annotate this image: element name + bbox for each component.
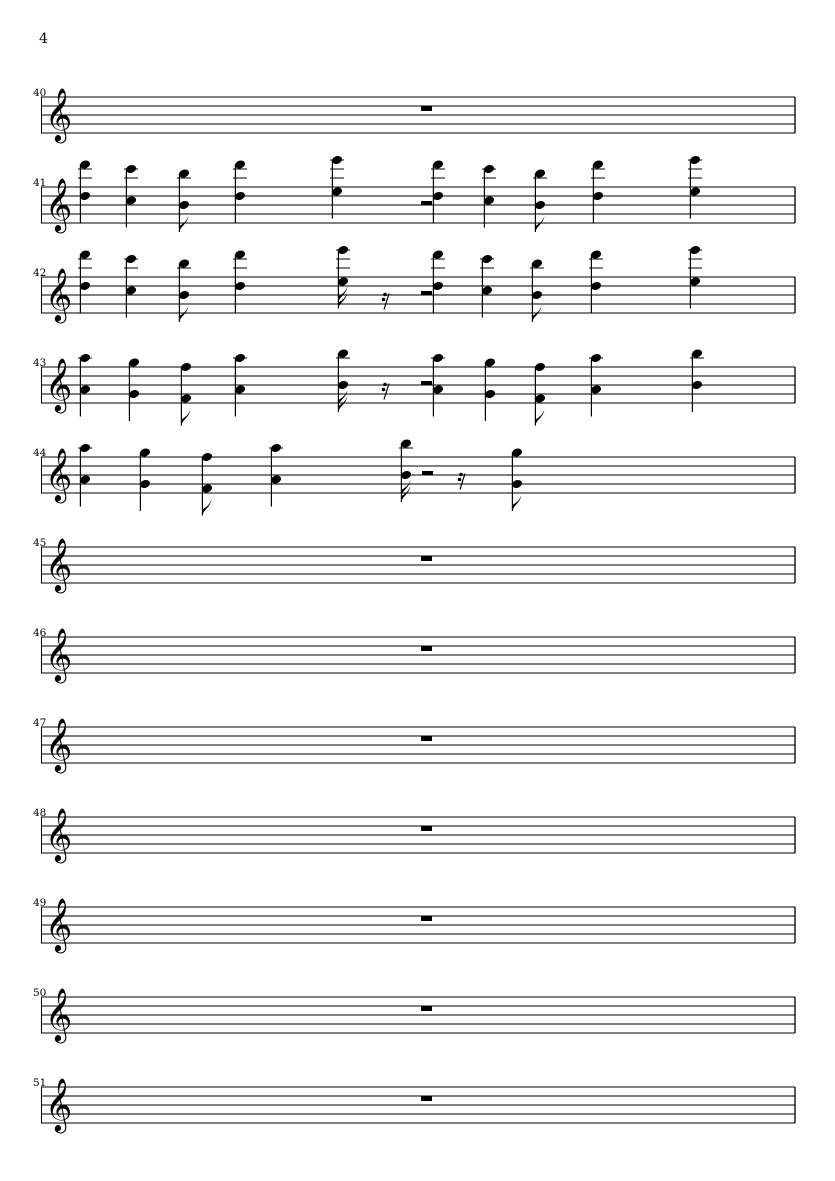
- note-chord: [78, 159, 92, 223]
- rest-dot: [383, 293, 387, 297]
- note-chord: [399, 438, 413, 502]
- whole-rest: [421, 737, 432, 742]
- rest-dot: [382, 298, 386, 302]
- treble-clef-icon: 𝄞: [45, 87, 73, 141]
- whole-rest: [421, 827, 432, 832]
- treble-clef-icon: 𝄞: [45, 987, 73, 1041]
- flag: [535, 410, 544, 426]
- staff-system: [33, 155, 795, 233]
- treble-clef-icon: 𝄞: [45, 897, 73, 951]
- whole-rest: [421, 917, 432, 922]
- staff-system: [33, 807, 795, 863]
- treble-clef-icon: 𝄞: [45, 537, 73, 591]
- staff-system: [33, 1077, 795, 1133]
- note-chord: [431, 159, 445, 223]
- note-chord: [589, 249, 603, 313]
- flag: [532, 306, 541, 322]
- staff-system: [33, 245, 795, 323]
- staff-system: [33, 717, 795, 773]
- treble-clef-icon: 𝄞: [45, 627, 73, 681]
- measure-number: 43: [33, 357, 47, 369]
- treble-clef-icon: 𝄞: [45, 717, 73, 771]
- treble-clef-icon: 𝄞: [45, 807, 73, 861]
- measure-number: 50: [33, 987, 47, 999]
- note-chord: [533, 168, 547, 232]
- staff-system: [33, 987, 795, 1043]
- note-chord: [177, 258, 191, 322]
- whole-rest: [421, 647, 432, 652]
- staff-system: [33, 438, 795, 515]
- treble-clef-icon: 𝄞: [45, 1077, 73, 1131]
- note-chord: [177, 168, 191, 232]
- note-chord: [431, 249, 445, 313]
- rest-dot: [383, 383, 387, 387]
- note-chord: [336, 348, 350, 412]
- measure-number: 49: [33, 897, 47, 909]
- whole-rest: [421, 107, 432, 112]
- staff-system: [33, 87, 795, 143]
- staff-system: [33, 537, 795, 593]
- note-chord: [78, 249, 92, 313]
- measure-number: 48: [33, 807, 47, 819]
- flag: [179, 306, 188, 322]
- rest-dot: [458, 478, 462, 482]
- treble-clef-icon: 𝄞: [45, 357, 73, 411]
- flag: [179, 216, 188, 232]
- measure-number: 44: [33, 447, 47, 459]
- whole-rest: [421, 557, 432, 562]
- flag: [202, 500, 211, 516]
- treble-clef-icon: 𝄞: [45, 177, 73, 231]
- half-rest: [422, 471, 433, 476]
- note-chord: [690, 348, 704, 412]
- staff-system: [33, 348, 795, 425]
- note-chord: [591, 159, 605, 223]
- half-rest: [421, 291, 432, 296]
- flag: [535, 216, 544, 232]
- measure-number: 40: [33, 87, 47, 99]
- treble-clef-icon: 𝄞: [45, 267, 73, 321]
- note-chord: [233, 159, 247, 223]
- page-number: 4: [39, 31, 48, 47]
- note-chord: [233, 249, 247, 313]
- measure-number: 42: [33, 267, 47, 279]
- note-chord: [530, 258, 544, 322]
- treble-clef-icon: 𝄞: [45, 447, 73, 501]
- measure-number: 45: [33, 537, 47, 549]
- staff-system: [33, 897, 795, 953]
- measure-number: 51: [33, 1077, 47, 1089]
- measure-number: 47: [33, 717, 47, 729]
- half-rest: [421, 201, 432, 206]
- flag: [512, 495, 521, 511]
- half-rest: [421, 381, 432, 386]
- whole-rest: [421, 1097, 432, 1102]
- rest-dot: [382, 388, 386, 392]
- whole-rest: [421, 1007, 432, 1012]
- flag: [181, 410, 190, 426]
- measure-number: 46: [33, 627, 47, 639]
- rest-dot: [459, 473, 463, 477]
- staff-system: [33, 627, 795, 683]
- measure-number: 41: [33, 177, 47, 189]
